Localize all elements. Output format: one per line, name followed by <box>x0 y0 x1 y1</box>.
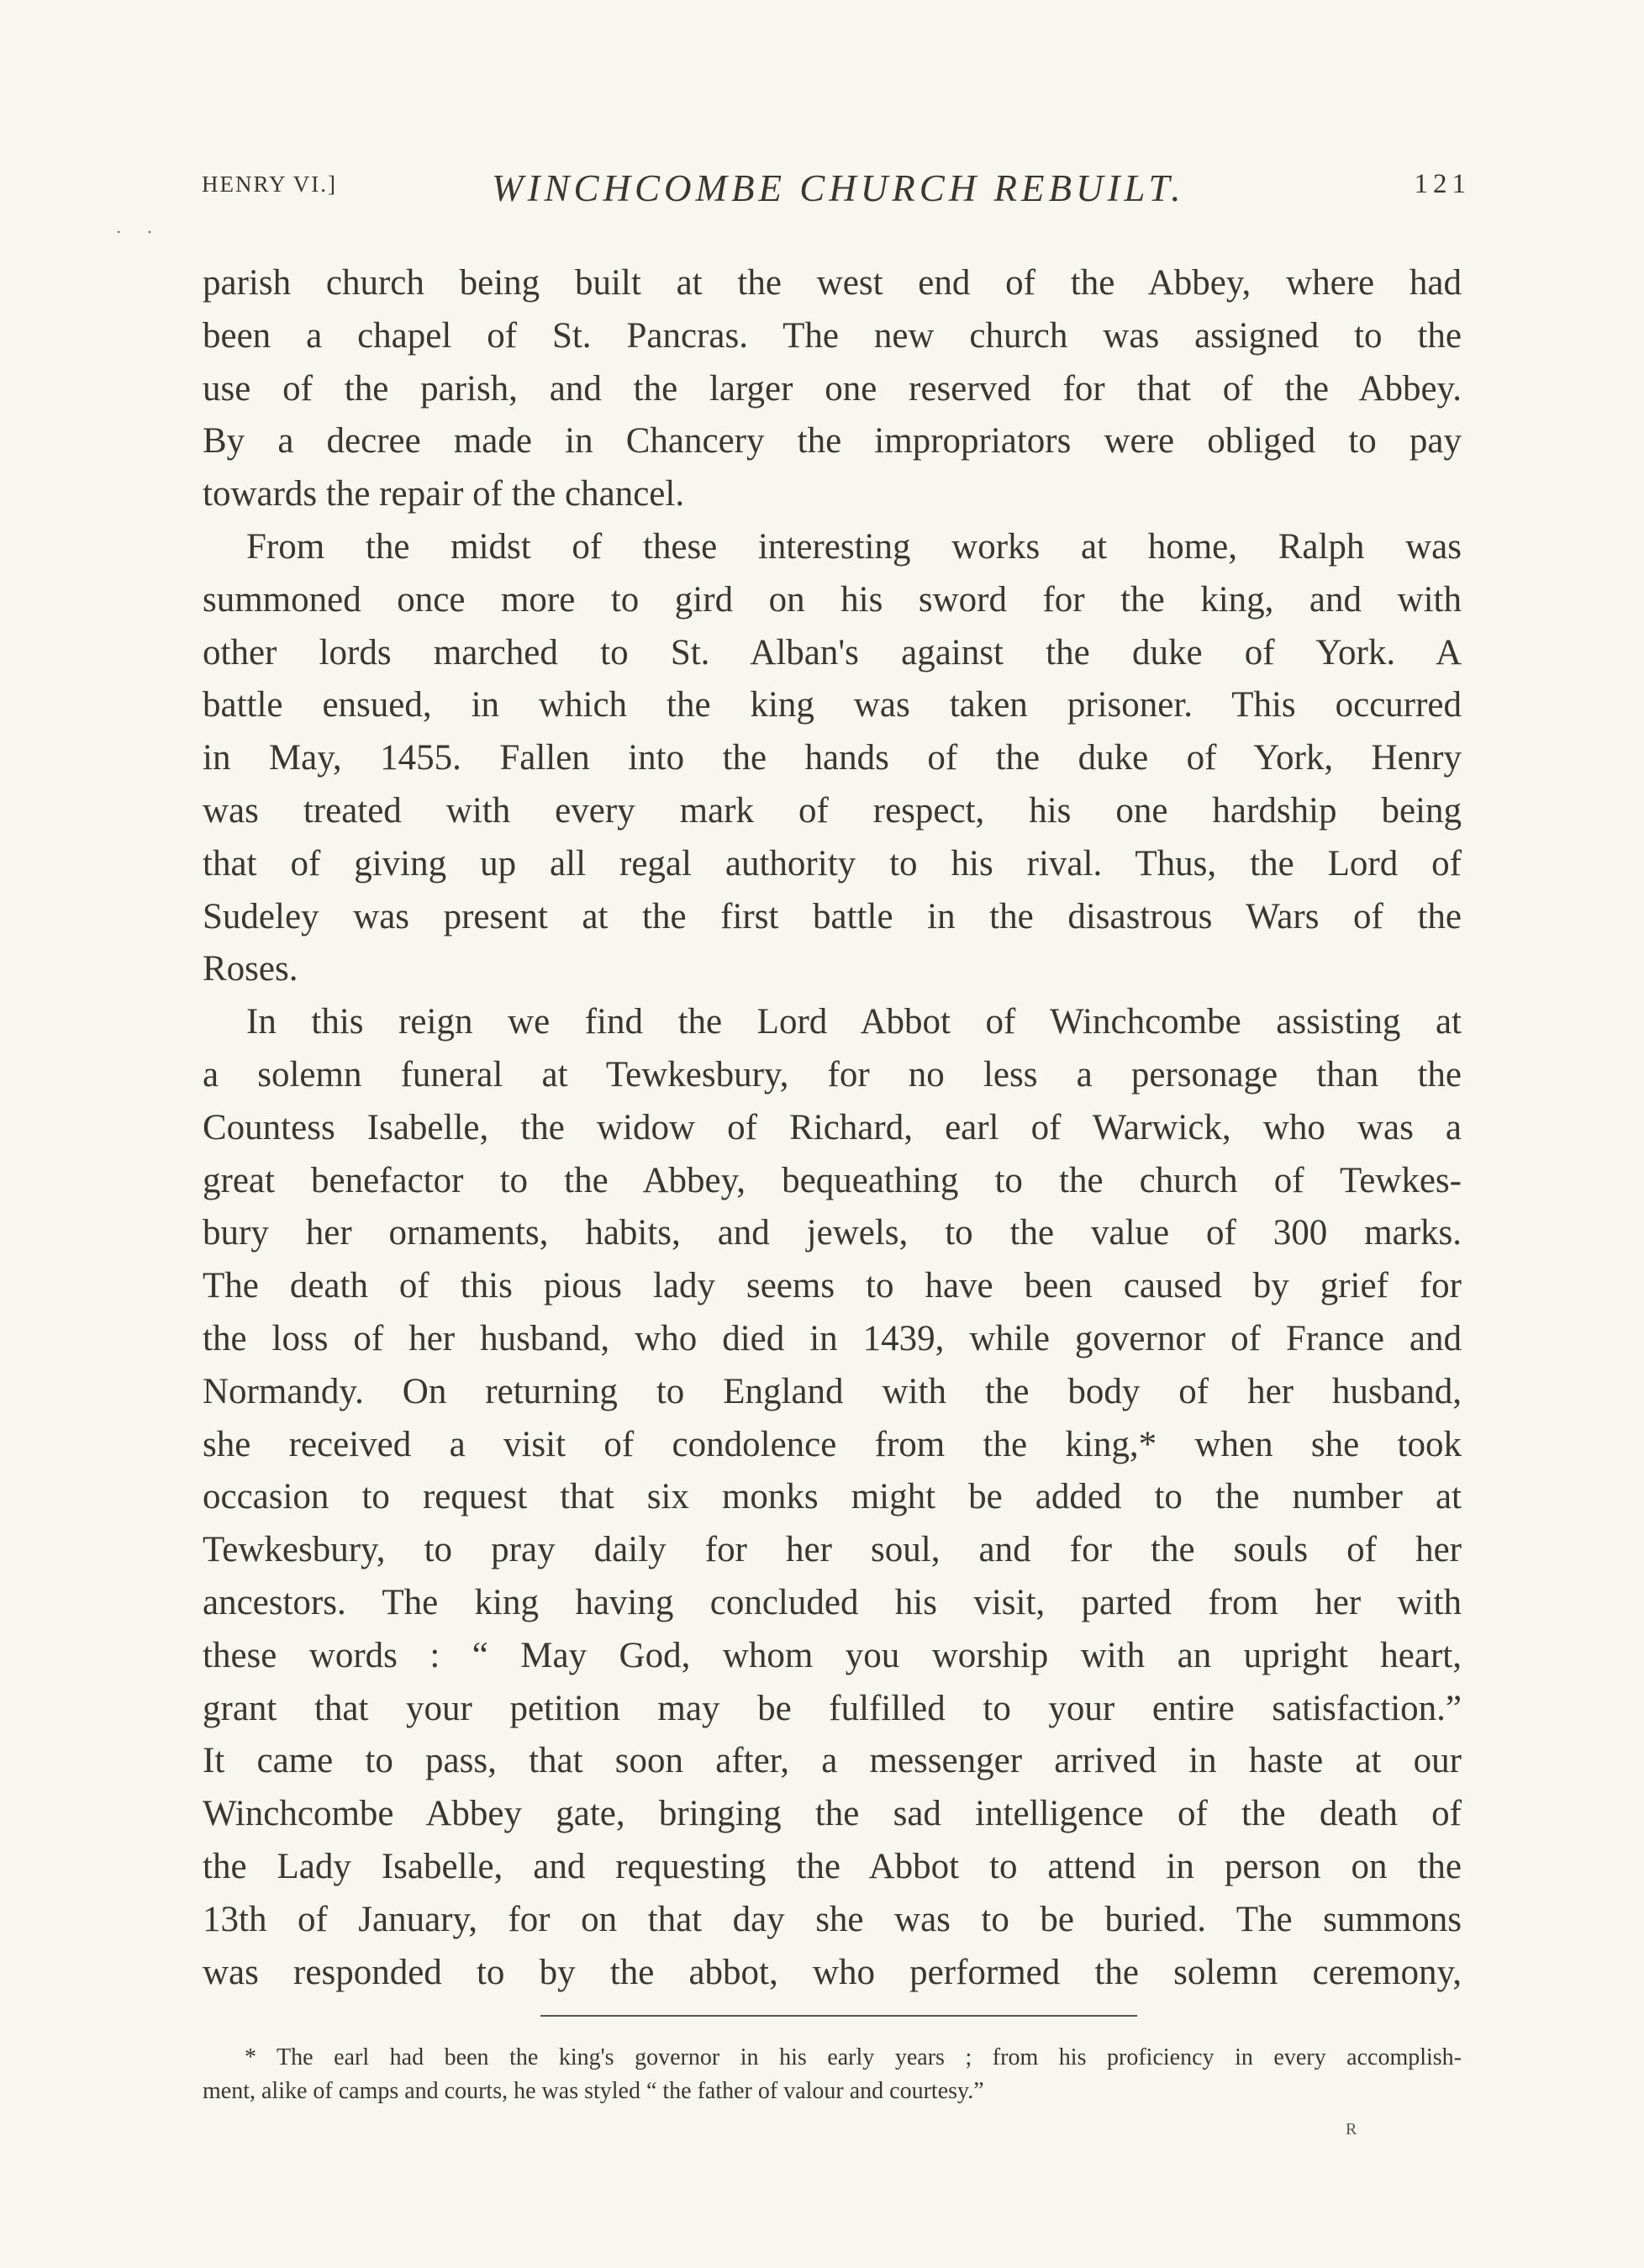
text-line: these words : “ May God, whom you worship with an upright heart, <box>203 1635 1462 1675</box>
text-line: Countess Isabelle, the widow of Richard, earl of Warwick, who was a <box>203 1107 1462 1147</box>
text-line: grant that your petition may be fulfilled to your entire satisfaction.” <box>203 1688 1462 1728</box>
text-line: a solemn funeral at Tewkesbury, for no less a personage than the <box>203 1054 1462 1094</box>
running-head-title: WINCHCOMBE CHURCH REBUILT. <box>492 167 1185 209</box>
text-line: bury her ornaments, habits, and jewels, to the value of 300 marks. <box>203 1213 1462 1253</box>
running-head-left: HENRY VI.] <box>202 171 337 197</box>
text-line: Roses. <box>203 949 298 989</box>
text-line: Sudeley was present at the first battle in the disastrous Wars of the <box>203 896 1462 936</box>
page-number: 121 <box>1414 169 1471 199</box>
text-line: By a decree made in Chancery the impropriators were obliged to pay <box>203 421 1462 462</box>
footnote-divider <box>540 2015 1137 2017</box>
text-line: the loss of her husband, who died in 1439, while governor of France and <box>203 1318 1462 1358</box>
stray-print-marks: . . <box>116 217 163 237</box>
body-text <box>203 257 1462 1999</box>
text-line: that of giving up all regal authority to his rival. Thus, the Lord of <box>203 843 1462 883</box>
text-line: It came to pass, that soon after, a messenger arrived in haste at our <box>203 1741 1462 1781</box>
text-line: The death of this pious lady seems to have been caused by grief for <box>203 1266 1462 1306</box>
text-line: Normandy. On returning to England with the body of her husband, <box>203 1371 1462 1411</box>
text-line: 13th of January, for on that day she was to be buried. The summons <box>203 1899 1462 1939</box>
text-line: Tewkesbury, to pray daily for her soul, and for the souls of her <box>203 1530 1462 1570</box>
text-line: the Lady Isabelle, and requesting the Abbot to attend in person on the <box>203 1846 1462 1886</box>
text-line: battle ensued, in which the king was taken prisoner. This occurred <box>203 685 1462 725</box>
text-line: been a chapel of St. Pancras. The new church was assigned to the <box>203 315 1462 356</box>
text-line: was treated with every mark of respect, his one hardship being <box>203 790 1462 831</box>
text-line: in May, 1455. Fallen into the hands of the duke of York, Henry <box>203 738 1462 778</box>
running-header <box>202 166 1471 208</box>
text-line: other lords marched to St. Alban's against the duke of York. A <box>203 632 1462 672</box>
footnote-line: * The earl had been the king's governor in his early years ; from his proficiency in every accomplish- <box>245 2044 1462 2070</box>
signature-mark: R <box>1346 2120 1357 2139</box>
footnote <box>203 2041 1462 2108</box>
text-line: parish church being built at the west end of the Abbey, where had <box>203 263 1462 303</box>
text-line: Winchcombe Abbey gate, bringing the sad intelligence of the death of <box>203 1794 1462 1834</box>
text-line: was responded to by the abbot, who performed the solemn ceremony, <box>203 1952 1462 1992</box>
text-line: In this reign we find the Lord Abbot of Winchcombe assisting at <box>246 1002 1462 1042</box>
text-line: summoned once more to gird on his sword for the king, and with <box>203 579 1462 620</box>
text-line: From the midst of these interesting works at home, Ralph was <box>246 526 1462 567</box>
text-line: use of the parish, and the larger one reserved for that of the Abbey. <box>203 368 1462 409</box>
text-line: occasion to request that six monks might be added to the number at <box>203 1477 1462 1517</box>
footnote-line: ment, alike of camps and courts, he was styled “ the father of valour and courtesy.” <box>203 2078 984 2104</box>
text-line: ancestors. The king having concluded his visit, parted from her with <box>203 1582 1462 1622</box>
text-line: she received a visit of condolence from the king,* when she took <box>203 1424 1462 1464</box>
text-line: towards the repair of the chancel. <box>203 474 685 514</box>
text-line: great benefactor to the Abbey, bequeathing to the church of Tewkes- <box>203 1160 1462 1200</box>
